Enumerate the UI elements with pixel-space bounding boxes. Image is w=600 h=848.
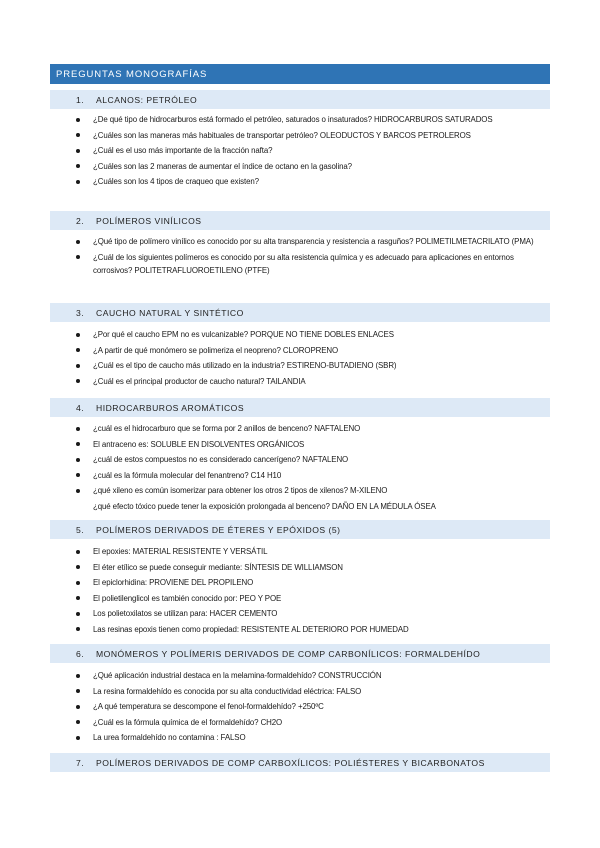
list-item: ¿cuál de estos compuestos no es considerado cancerígeno? NAFTALENO	[78, 453, 548, 466]
list-item: ¿A qué temperatura se descompone el fenol-formaldehído? +250ºC	[78, 700, 548, 713]
list-item: ¿A partir de qué monómero se polimeriza el neopreno? CLOROPRENO	[78, 344, 548, 357]
list-item: El antraceno es: SOLUBLE EN DISOLVENTES ORGÁNICOS	[78, 438, 548, 451]
question-list-eteres-epoxidos	[78, 545, 548, 639]
list-item: El éter etílico se puede conseguir mediante: SÍNTESIS DE WILLIAMSON	[78, 561, 548, 574]
list-item: ¿Cuáles son los 4 tipos de craqueo que existen?	[78, 175, 548, 188]
list-item: ¿qué xileno es común isomerizar para obtener los otros 2 tipos de xilenos? M-XILENO	[78, 484, 548, 497]
list-item: ¿cuál es el hidrocarburo que se forma por 2 anillos de benceno? NAFTALENO	[78, 422, 548, 435]
question-list-caucho	[78, 328, 548, 390]
list-item: ¿qué efecto tóxico puede tener la exposición prolongada al benceno? DAÑO EN LA MÉDULA ÓSEA	[93, 501, 436, 511]
question-list-alcanos	[78, 113, 548, 191]
list-item: La resina formaldehído es conocida por su alta conductividad eléctrica: FALSO	[78, 685, 548, 698]
section-heading-polimeros-vinilicos	[50, 211, 550, 230]
section-heading-formaldehido	[50, 644, 550, 663]
document-title: PREGUNTAS MONOGRAFÍAS	[50, 64, 550, 84]
list-item: El epoxies: MATERIAL RESISTENTE Y VERSÁTIL	[78, 545, 548, 558]
list-item: ¿Qué tipo de polímero vinílico es conocido por su alta transparencia y resistencia a rasguños? POLIMETILMETACRILATO (PMA)	[78, 235, 548, 248]
section-title: POLÍMEROS VINÍLICOS	[96, 215, 202, 226]
section-heading-eteres-epoxidos	[50, 520, 550, 539]
list-item: ¿Cuál es el tipo de caucho más utilizado en la industria? ESTIRENO-BUTADIENO (SBR)	[78, 359, 548, 372]
section-title: HIDROCARBUROS AROMÁTICOS	[96, 402, 245, 413]
question-list-polimeros-vinilicos	[78, 235, 548, 279]
section-number: 3.	[76, 307, 85, 318]
section-title: POLÍMEROS DERIVADOS DE ÉTERES Y EPÓXIDOS (5)	[96, 524, 341, 535]
list-item: ¿Cuál es la fórmula química de el formaldehído? CH2O	[78, 716, 548, 729]
section-number: 5.	[76, 524, 85, 535]
list-item: ¿Qué aplicación industrial destaca en la melamina-formaldehído? CONSTRUCCIÓN	[78, 669, 548, 682]
list-item: Las resinas epoxis tienen como propiedad: RESISTENTE AL DETERIORO POR HUMEDAD	[78, 623, 548, 636]
section-title: ALCANOS: PETRÓLEO	[96, 94, 198, 105]
list-item: ¿Cuál es el principal productor de caucho natural? TAILANDIA	[78, 375, 548, 388]
section-number: 6.	[76, 648, 85, 659]
list-item: ¿Cuál de los siguientes polímeros es conocido por su alta resistencia química y es adecuado para aplicaciones en entornos corrosivos? POLITETRAFLUOROETILENO (PTFE)	[78, 251, 548, 277]
section-title: POLÍMEROS DERIVADOS DE COMP CARBOXÍLICOS: POLIÉSTERES Y BICARBONATOS	[96, 757, 485, 768]
list-item: Los polietoxilatos se utilizan para: HACER CEMENTO	[78, 607, 548, 620]
section-number: 4.	[76, 402, 85, 413]
section-heading-poliesteres	[50, 753, 550, 772]
section-heading-caucho	[50, 303, 550, 322]
section-title: CAUCHO NATURAL Y SINTÉTICO	[96, 307, 244, 318]
question-list-hidrocarburos-aromaticos	[78, 422, 548, 516]
list-item: El polietilenglicol es también conocido por: PEO Y POE	[78, 592, 548, 605]
list-item: ¿Cuáles son las maneras más habituales de transportar petróleo? OLEODUCTOS Y BARCOS PETROLEROS	[78, 129, 548, 142]
section-number: 2.	[76, 215, 85, 226]
section-number: 7.	[76, 757, 85, 768]
section-heading-alcanos	[50, 90, 550, 109]
section-number: 1.	[76, 94, 85, 105]
list-item: ¿Cuáles son las 2 maneras de aumentar el índice de octano en la gasolina?	[78, 160, 548, 173]
question-list-formaldehido	[78, 669, 548, 747]
list-item: ¿Por qué el caucho EPM no es vulcanizable? PORQUE NO TIENE DOBLES ENLACES	[78, 328, 548, 341]
list-item: El epiclorhidina: PROVIENE DEL PROPILENO	[78, 576, 548, 589]
list-item: La urea formaldehído no contamina : FALSO	[78, 731, 548, 744]
list-item: ¿Cuál es el uso más importante de la fracción nafta?	[78, 144, 548, 157]
section-title: MONÓMEROS Y POLÍMERIS DERIVADOS DE COMP CARBONÍLICOS: FORMALDEHÍDO	[96, 648, 481, 659]
list-item: ¿De qué tipo de hidrocarburos está formado el petróleo, saturados o insaturados? HIDROCARBUROS SATURADOS	[78, 113, 548, 126]
list-item: ¿cuál es la fórmula molecular del fenantreno? C14 H10	[78, 469, 548, 482]
section-heading-hidrocarburos-aromaticos	[50, 398, 550, 417]
